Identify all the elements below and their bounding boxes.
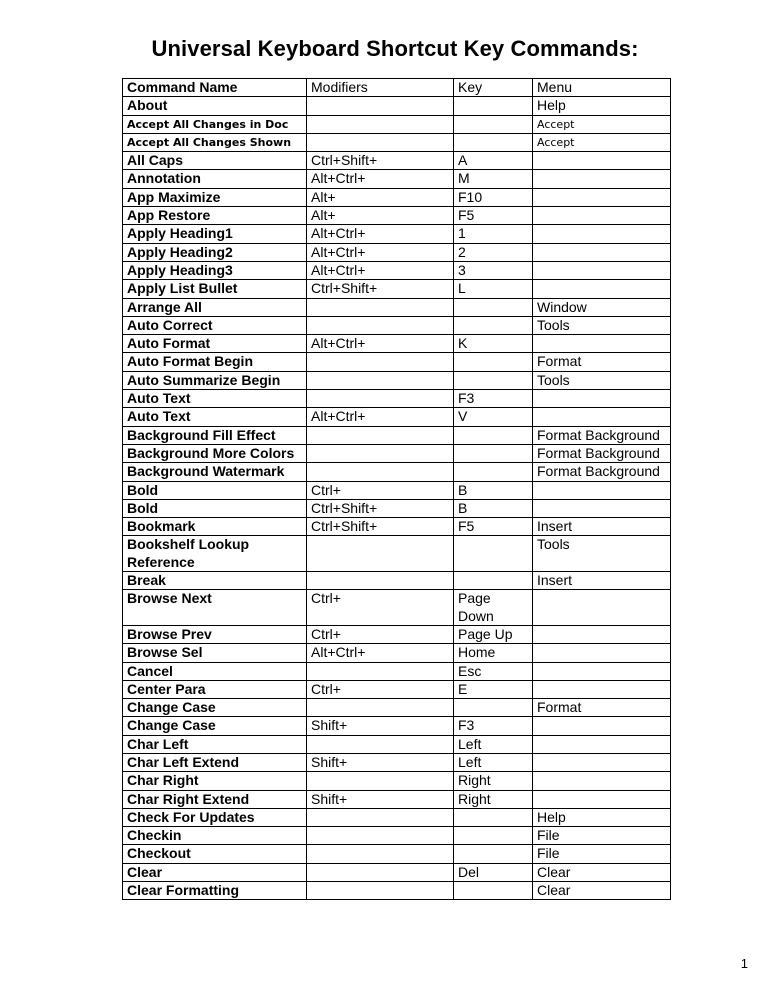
menu-cell: Tools: [533, 536, 671, 572]
key-cell: E: [454, 680, 533, 698]
modifiers-cell: [307, 426, 454, 444]
table-row: [123, 590, 671, 626]
table-row: [123, 662, 671, 680]
command-name-cell: Background Fill Effect: [123, 426, 307, 444]
menu-cell: Accept: [533, 115, 671, 133]
menu-cell: [533, 481, 671, 499]
command-name-cell: Auto Text: [123, 408, 307, 426]
menu-cell: [533, 662, 671, 680]
key-cell: [454, 882, 533, 900]
table-row: [123, 735, 671, 753]
key-cell: Left: [454, 735, 533, 753]
key-cell: 1: [454, 225, 533, 243]
menu-cell: [533, 753, 671, 771]
menu-cell: [533, 243, 671, 261]
column-header-menu: Menu: [533, 79, 671, 97]
table-row: [123, 225, 671, 243]
modifiers-cell: [307, 735, 454, 753]
table-row: [123, 536, 671, 572]
menu-cell: Format Background: [533, 463, 671, 481]
table-row: [123, 772, 671, 790]
key-cell: [454, 463, 533, 481]
table-row: [123, 882, 671, 900]
menu-cell: Accept: [533, 133, 671, 151]
menu-cell: [533, 717, 671, 735]
table-row: [123, 625, 671, 643]
command-name-cell: Char Right Extend: [123, 790, 307, 808]
table-row: [123, 753, 671, 771]
modifiers-cell: Ctrl+: [307, 625, 454, 643]
key-cell: [454, 699, 533, 717]
command-name-cell: Bookshelf Lookup Reference: [123, 536, 307, 572]
key-cell: [454, 316, 533, 334]
command-name-cell: Auto Format: [123, 335, 307, 353]
command-name-cell: About: [123, 97, 307, 115]
command-name-cell: Apply Heading1: [123, 225, 307, 243]
table-row: [123, 499, 671, 517]
modifiers-cell: Shift+: [307, 717, 454, 735]
menu-cell: Window: [533, 298, 671, 316]
command-name-cell: Browse Sel: [123, 644, 307, 662]
menu-cell: [533, 390, 671, 408]
command-name-cell: Auto Correct: [123, 316, 307, 334]
command-name-cell: Checkin: [123, 827, 307, 845]
modifiers-cell: [307, 863, 454, 881]
command-name-cell: Clear: [123, 863, 307, 881]
key-cell: [454, 115, 533, 133]
modifiers-cell: [307, 845, 454, 863]
menu-cell: Tools: [533, 371, 671, 389]
table-row: [123, 371, 671, 389]
table-row: [123, 353, 671, 371]
key-cell: [454, 536, 533, 572]
key-cell: B: [454, 499, 533, 517]
modifiers-cell: [307, 699, 454, 717]
command-name-cell: App Maximize: [123, 188, 307, 206]
modifiers-cell: [307, 97, 454, 115]
page-title: Universal Keyboard Shortcut Key Commands:: [151, 36, 639, 61]
menu-cell: Insert: [533, 518, 671, 536]
command-name-cell: Apply Heading2: [123, 243, 307, 261]
key-cell: Right: [454, 772, 533, 790]
menu-cell: [533, 590, 671, 626]
modifiers-cell: [307, 133, 454, 151]
key-cell: [454, 808, 533, 826]
modifiers-cell: [307, 298, 454, 316]
menu-cell: Format: [533, 699, 671, 717]
menu-cell: [533, 170, 671, 188]
command-name-cell: Break: [123, 572, 307, 590]
menu-cell: [533, 790, 671, 808]
command-name-cell: Background More Colors: [123, 444, 307, 462]
key-cell: 3: [454, 261, 533, 279]
menu-cell: Clear: [533, 863, 671, 881]
command-name-cell: Cancel: [123, 662, 307, 680]
modifiers-cell: [307, 390, 454, 408]
command-name-cell: Browse Prev: [123, 625, 307, 643]
table-row: [123, 188, 671, 206]
modifiers-cell: [307, 827, 454, 845]
menu-cell: [533, 225, 671, 243]
table-row: [123, 390, 671, 408]
page-number: 1: [740, 956, 748, 971]
key-cell: Home: [454, 644, 533, 662]
table-row: [123, 335, 671, 353]
command-name-cell: Auto Text: [123, 390, 307, 408]
key-cell: [454, 133, 533, 151]
modifiers-cell: Shift+: [307, 790, 454, 808]
table-row: [123, 463, 671, 481]
menu-cell: [533, 625, 671, 643]
key-cell: F3: [454, 717, 533, 735]
table-row: [123, 827, 671, 845]
key-cell: B: [454, 481, 533, 499]
key-cell: [454, 353, 533, 371]
menu-cell: [533, 644, 671, 662]
command-name-cell: Change Case: [123, 717, 307, 735]
table-header-row: [123, 79, 671, 97]
key-cell: Left: [454, 753, 533, 771]
table-row: [123, 699, 671, 717]
key-cell: Del: [454, 863, 533, 881]
key-cell: F3: [454, 390, 533, 408]
command-name-cell: Arrange All: [123, 298, 307, 316]
menu-cell: [533, 408, 671, 426]
modifiers-cell: [307, 572, 454, 590]
modifiers-cell: Ctrl+Shift+: [307, 280, 454, 298]
key-cell: F5: [454, 518, 533, 536]
command-name-cell: Apply Heading3: [123, 261, 307, 279]
table-row: [123, 790, 671, 808]
table-row: [123, 863, 671, 881]
key-cell: [454, 572, 533, 590]
key-cell: [454, 426, 533, 444]
modifiers-cell: Ctrl+Shift+: [307, 152, 454, 170]
table-row: [123, 644, 671, 662]
modifiers-cell: Ctrl+: [307, 680, 454, 698]
key-cell: A: [454, 152, 533, 170]
menu-cell: Clear: [533, 882, 671, 900]
modifiers-cell: [307, 882, 454, 900]
table-row: [123, 572, 671, 590]
menu-cell: [533, 261, 671, 279]
modifiers-cell: Ctrl+: [307, 590, 454, 626]
table-row: [123, 717, 671, 735]
menu-cell: Insert: [533, 572, 671, 590]
menu-cell: [533, 188, 671, 206]
modifiers-cell: Ctrl+Shift+: [307, 499, 454, 517]
table-row: [123, 133, 671, 151]
command-name-cell: Bold: [123, 481, 307, 499]
command-name-cell: Center Para: [123, 680, 307, 698]
modifiers-cell: [307, 463, 454, 481]
table-row: [123, 115, 671, 133]
command-name-cell: Apply List Bullet: [123, 280, 307, 298]
key-cell: [454, 827, 533, 845]
key-cell: 2: [454, 243, 533, 261]
modifiers-cell: Alt+: [307, 188, 454, 206]
modifiers-cell: [307, 115, 454, 133]
menu-cell: Help: [533, 808, 671, 826]
table-row: [123, 481, 671, 499]
column-header-command-name: Command Name: [123, 79, 307, 97]
modifiers-cell: Alt+Ctrl+: [307, 170, 454, 188]
modifiers-cell: Shift+: [307, 753, 454, 771]
table-row: [123, 243, 671, 261]
modifiers-cell: Ctrl+Shift+: [307, 518, 454, 536]
command-name-cell: Auto Format Begin: [123, 353, 307, 371]
key-cell: F5: [454, 207, 533, 225]
modifiers-cell: Alt+Ctrl+: [307, 408, 454, 426]
command-name-cell: App Restore: [123, 207, 307, 225]
key-cell: [454, 845, 533, 863]
command-name-cell: Auto Summarize Begin: [123, 371, 307, 389]
menu-cell: [533, 772, 671, 790]
menu-cell: Format: [533, 353, 671, 371]
command-name-cell: Check For Updates: [123, 808, 307, 826]
modifiers-cell: Alt+Ctrl+: [307, 225, 454, 243]
command-name-cell: Accept All Changes Shown: [123, 133, 307, 151]
command-name-cell: Clear Formatting: [123, 882, 307, 900]
modifiers-cell: Alt+: [307, 207, 454, 225]
table-row: [123, 261, 671, 279]
key-cell: V: [454, 408, 533, 426]
key-cell: Page Down: [454, 590, 533, 626]
menu-cell: [533, 335, 671, 353]
modifiers-cell: [307, 353, 454, 371]
table-row: [123, 518, 671, 536]
modifiers-cell: Alt+Ctrl+: [307, 335, 454, 353]
command-name-cell: All Caps: [123, 152, 307, 170]
table-row: [123, 152, 671, 170]
modifiers-cell: [307, 371, 454, 389]
key-cell: Esc: [454, 662, 533, 680]
table-row: [123, 97, 671, 115]
command-name-cell: Accept All Changes in Doc: [123, 115, 307, 133]
modifiers-cell: [307, 808, 454, 826]
command-name-cell: Annotation: [123, 170, 307, 188]
menu-cell: [533, 735, 671, 753]
key-cell: M: [454, 170, 533, 188]
menu-cell: Tools: [533, 316, 671, 334]
modifiers-cell: Ctrl+: [307, 481, 454, 499]
table-row: [123, 426, 671, 444]
table-row: [123, 408, 671, 426]
table-row: [123, 316, 671, 334]
command-name-cell: Char Left: [123, 735, 307, 753]
column-header-modifiers: Modifiers: [307, 79, 454, 97]
command-name-cell: Char Right: [123, 772, 307, 790]
table-row: [123, 207, 671, 225]
command-name-cell: Bold: [123, 499, 307, 517]
command-name-cell: Char Left Extend: [123, 753, 307, 771]
table-row: [123, 444, 671, 462]
menu-cell: Format Background: [533, 426, 671, 444]
menu-cell: [533, 207, 671, 225]
key-cell: [454, 97, 533, 115]
modifiers-cell: [307, 316, 454, 334]
menu-cell: [533, 499, 671, 517]
modifiers-cell: Alt+Ctrl+: [307, 644, 454, 662]
menu-cell: [533, 280, 671, 298]
table-row: [123, 298, 671, 316]
command-name-cell: Checkout: [123, 845, 307, 863]
command-name-cell: Background Watermark: [123, 463, 307, 481]
menu-cell: Help: [533, 97, 671, 115]
command-name-cell: Bookmark: [123, 518, 307, 536]
key-cell: Page Up: [454, 625, 533, 643]
modifiers-cell: [307, 772, 454, 790]
key-cell: L: [454, 280, 533, 298]
table-row: [123, 808, 671, 826]
table-row: [123, 845, 671, 863]
modifiers-cell: Alt+Ctrl+: [307, 243, 454, 261]
key-cell: [454, 371, 533, 389]
menu-cell: [533, 152, 671, 170]
key-cell: [454, 444, 533, 462]
column-header-key: Key: [454, 79, 533, 97]
key-cell: K: [454, 335, 533, 353]
menu-cell: File: [533, 845, 671, 863]
modifiers-cell: [307, 536, 454, 572]
modifiers-cell: [307, 662, 454, 680]
key-cell: [454, 298, 533, 316]
menu-cell: File: [533, 827, 671, 845]
command-name-cell: Change Case: [123, 699, 307, 717]
modifiers-cell: Alt+Ctrl+: [307, 261, 454, 279]
table-row: [123, 170, 671, 188]
table-row: [123, 680, 671, 698]
command-name-cell: Browse Next: [123, 590, 307, 626]
menu-cell: Format Background: [533, 444, 671, 462]
shortcut-table: [122, 78, 671, 900]
menu-cell: [533, 680, 671, 698]
key-cell: Right: [454, 790, 533, 808]
modifiers-cell: [307, 444, 454, 462]
table-row: [123, 280, 671, 298]
key-cell: F10: [454, 188, 533, 206]
